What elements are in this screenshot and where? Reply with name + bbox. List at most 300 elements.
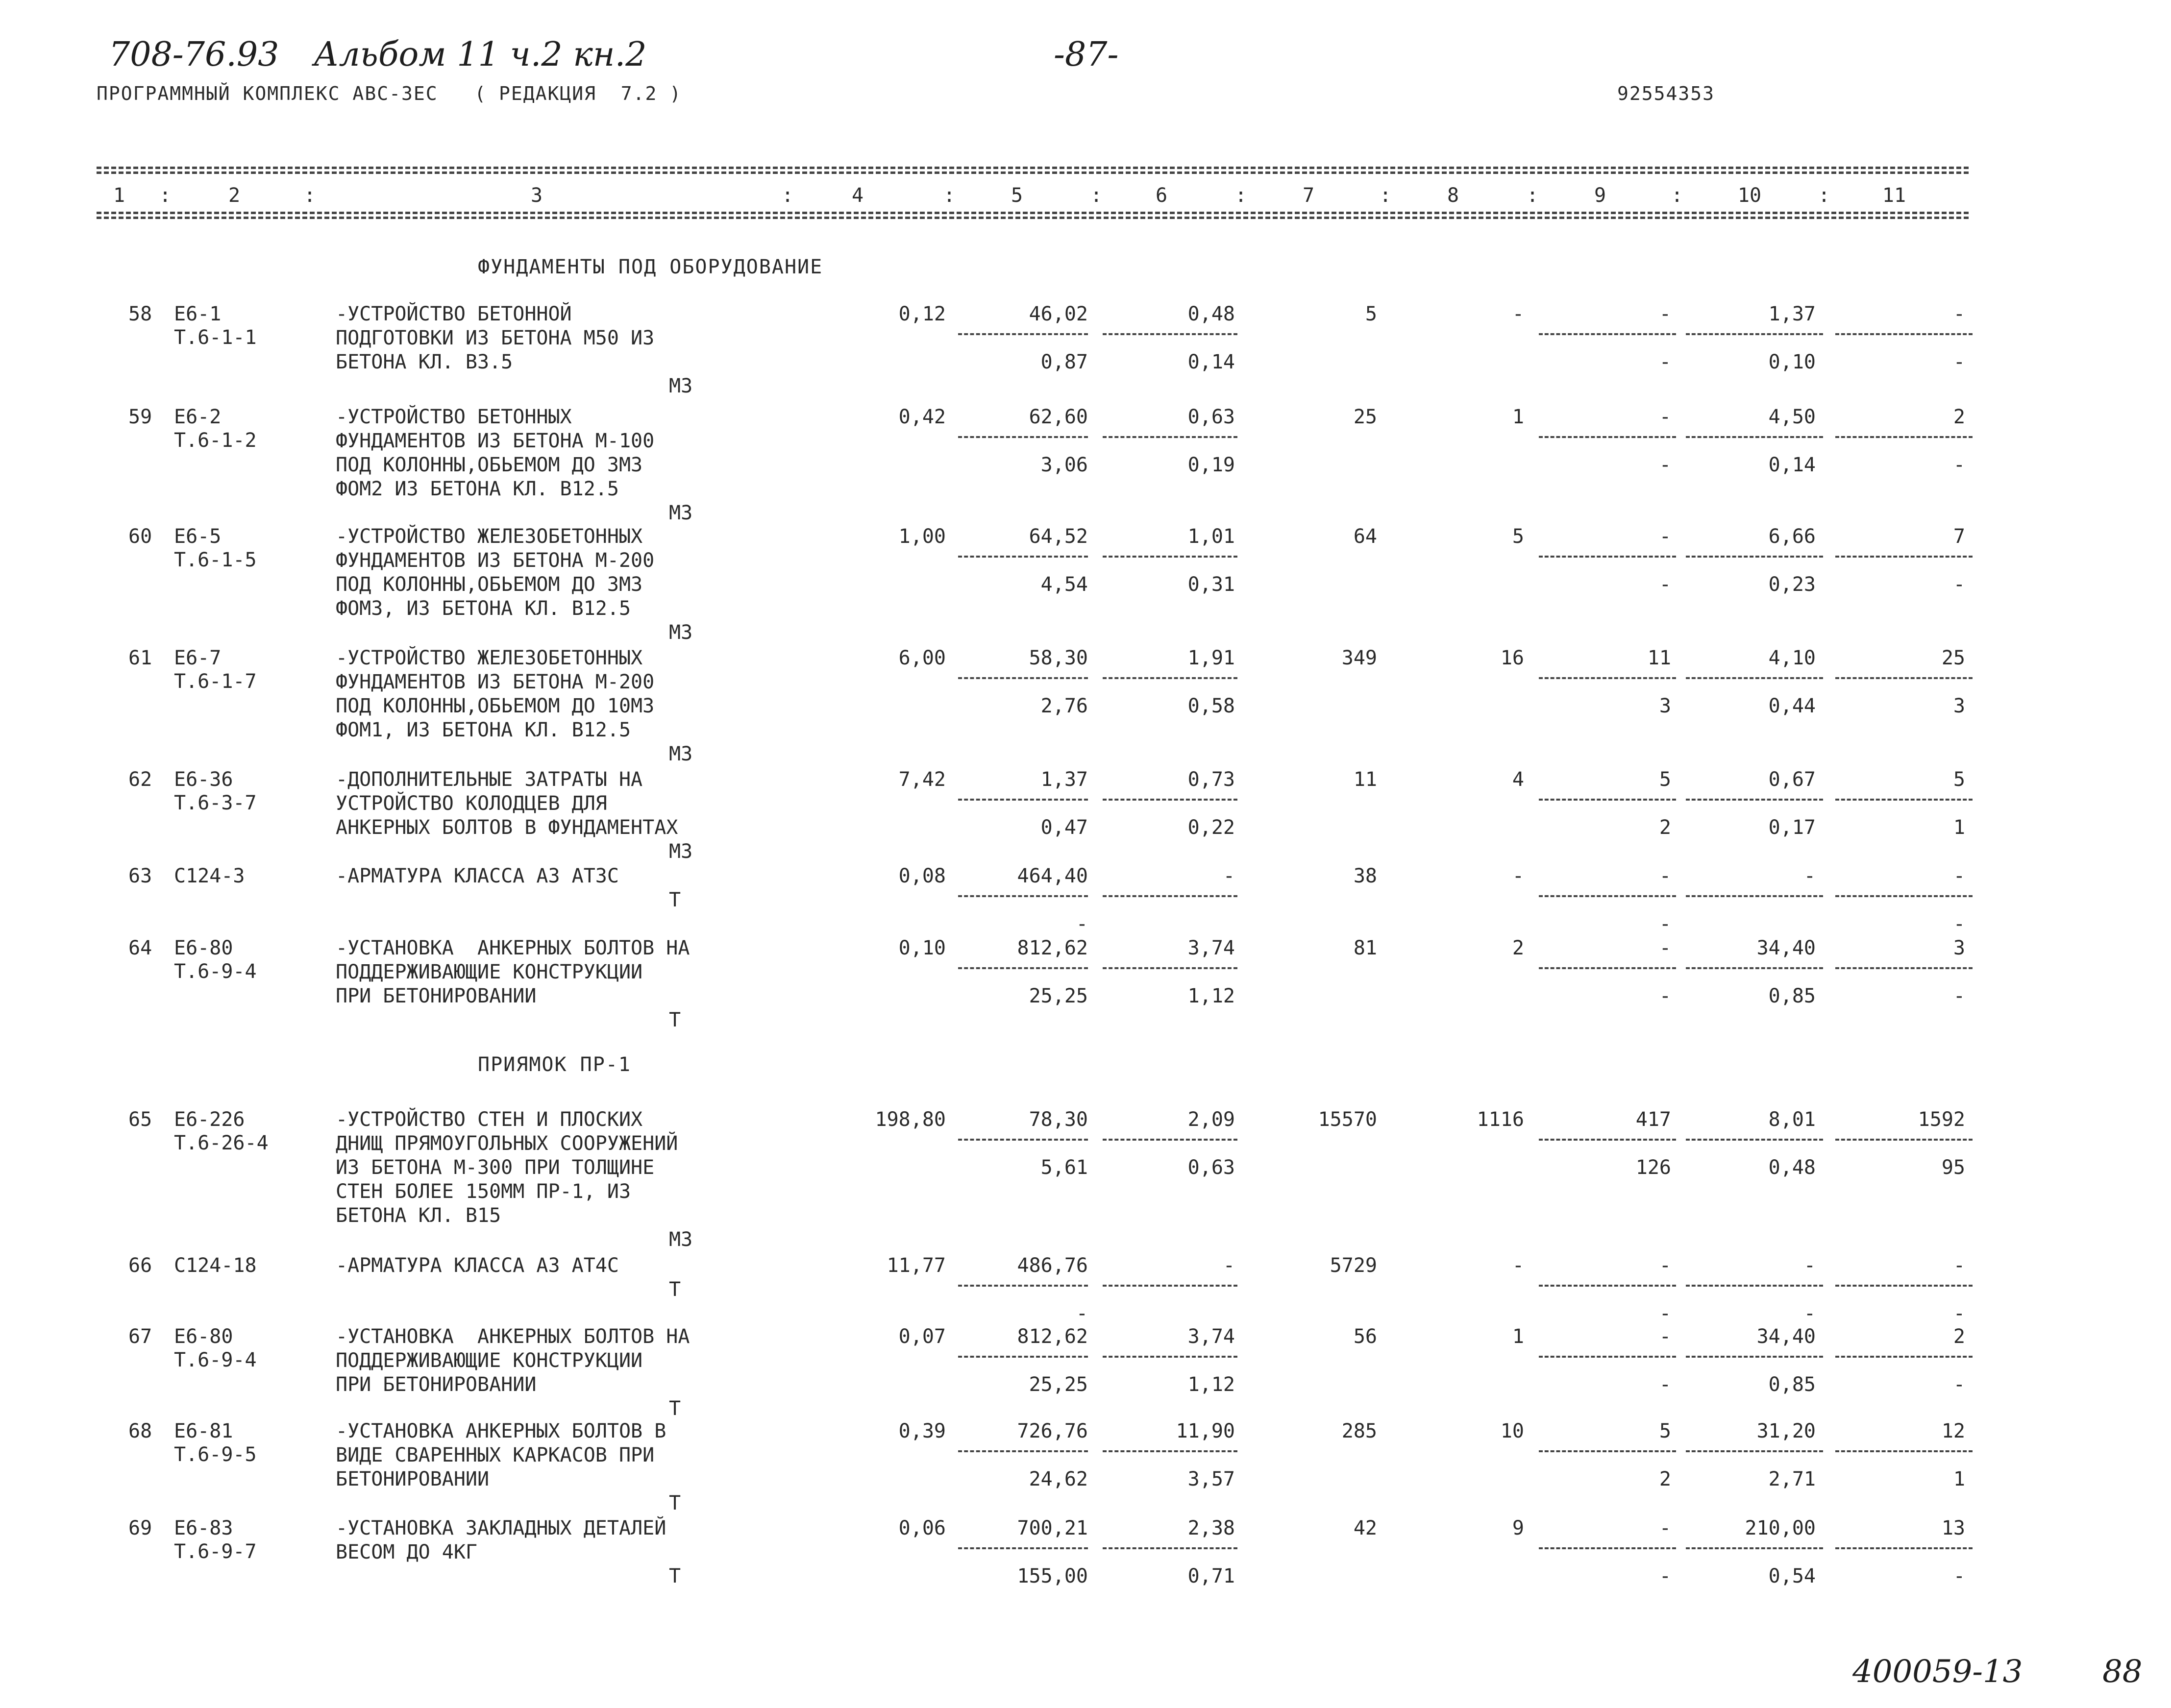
cell-c7: 56 (1353, 1325, 1377, 1348)
column-header: 6 (1155, 184, 1168, 207)
row-number: 58 (128, 303, 152, 325)
norm-code: С124-18 (174, 1254, 257, 1277)
cell-c11b: - (1953, 1302, 1965, 1325)
cell-c7: 81 (1353, 937, 1377, 959)
norm-subcode: Т.6-3-7 (174, 792, 257, 814)
description-line: -УСТРОЙСТВО СТЕН И ПЛОСКИХ (336, 1108, 643, 1131)
doc-code: 708-76.93 (109, 35, 279, 74)
cell-c4: 0,07 (898, 1325, 946, 1348)
cell-c5b: 0,47 (1040, 816, 1088, 839)
work-description (336, 406, 654, 502)
cell-c11: 2 (1953, 406, 1965, 428)
cell-c5b: 2,76 (1040, 695, 1088, 717)
work-description (336, 303, 654, 375)
column-header: 1 (113, 184, 125, 207)
cell-c5: 812,62 (1017, 937, 1088, 959)
description-line: -АРМАТУРА КЛАССА А3 АТ3С (336, 865, 619, 887)
column-header: 2 (228, 184, 241, 207)
column-header: 8 (1447, 184, 1459, 207)
cell-c10: 34,40 (1756, 937, 1816, 959)
fraction-line (1539, 677, 1676, 679)
cell-c11: 12 (1941, 1420, 1965, 1442)
cell-c6: 1,01 (1187, 525, 1235, 548)
cell-c9b: - (1659, 351, 1671, 373)
cell-c7: 38 (1353, 865, 1377, 887)
cell-c11b: 1 (1953, 816, 1965, 839)
row-number: 67 (128, 1325, 152, 1348)
cell-c5b: 155,00 (1017, 1565, 1088, 1587)
row-number: 68 (128, 1420, 152, 1442)
fraction-line (1835, 677, 1973, 679)
cell-c11: - (1953, 1254, 1965, 1277)
fraction-line (1835, 1139, 1973, 1141)
cell-c9: 417 (1635, 1108, 1671, 1131)
fraction-line (1103, 895, 1237, 897)
norm-code: Е6-83 (174, 1517, 233, 1539)
fraction-line (1835, 1285, 1973, 1287)
cell-c5b: 5,61 (1040, 1156, 1088, 1179)
cell-c6: 3,74 (1187, 937, 1235, 959)
cell-c8: 1116 (1477, 1108, 1524, 1131)
cell-c4: 0,10 (898, 937, 946, 959)
cell-c6b: 3,57 (1187, 1468, 1235, 1490)
norm-code: Е6-2 (174, 406, 222, 428)
column-header: 10 (1737, 184, 1762, 207)
fraction-line (958, 895, 1088, 897)
norm-code: Е6-7 (174, 647, 222, 669)
column-header: 11 (1882, 184, 1906, 207)
cell-c5: 62,60 (1029, 406, 1088, 428)
column-header: 5 (1011, 184, 1023, 207)
unit-label: Т (669, 1278, 681, 1301)
cell-c10: 1,37 (1768, 303, 1816, 325)
description-line: -УСТАНОВКА АНКЕРНЫХ БОЛТОВ НА (336, 1325, 690, 1348)
cell-c9: 5 (1659, 1420, 1671, 1442)
cell-c6b: 0,31 (1187, 573, 1235, 596)
cell-c6: 2,09 (1187, 1108, 1235, 1131)
cell-c10b: 0,54 (1768, 1565, 1816, 1587)
cell-c10b: 2,71 (1768, 1468, 1816, 1490)
fraction-line (1686, 556, 1823, 558)
cell-c6: 2,38 (1187, 1517, 1235, 1539)
cell-c6b: 0,19 (1187, 454, 1235, 476)
fraction-line (1539, 333, 1676, 335)
norm-subcode: Т.6-26-4 (174, 1132, 269, 1154)
cell-c6: 1,91 (1187, 647, 1235, 669)
description-line: БЕТОНА КЛ. В3.5 (336, 351, 513, 373)
cell-c10: 210,00 (1745, 1517, 1816, 1539)
cell-c9: - (1659, 406, 1671, 428)
fraction-line (958, 1285, 1088, 1287)
cell-c6b: 0,22 (1187, 816, 1235, 839)
cell-c11: 7 (1953, 525, 1965, 548)
cell-c5: 726,76 (1017, 1420, 1088, 1442)
cell-c11b: 95 (1941, 1156, 1965, 1179)
cell-c10: 0,67 (1768, 768, 1816, 791)
fraction-line (958, 1547, 1088, 1549)
fraction-line (1686, 436, 1823, 438)
fraction-line (958, 799, 1088, 801)
cell-c7: 349 (1341, 647, 1377, 669)
fraction-line (1835, 1356, 1973, 1358)
cell-c8: 1 (1512, 406, 1524, 428)
description-line: СТЕН БОЛЕЕ 150ММ ПР-1, ИЗ (336, 1180, 631, 1203)
cell-c6b: 0,14 (1187, 351, 1235, 373)
fraction-line (1539, 1450, 1676, 1452)
fraction-line (1539, 1547, 1676, 1549)
norm-subcode: Т.6-9-4 (174, 960, 257, 983)
work-description (336, 768, 678, 840)
cell-c11: 2 (1953, 1325, 1965, 1348)
fraction-line (1103, 799, 1237, 801)
cell-c10b: 0,85 (1768, 985, 1816, 1007)
unit-label: Т (669, 1397, 681, 1420)
description-line: ПОДДЕРЖИВАЮЩИЕ КОНСТРУКЦИИ (336, 1349, 643, 1372)
work-description (336, 1254, 619, 1278)
cell-c6: 0,73 (1187, 768, 1235, 791)
description-line: -УСТРОЙСТВО ЖЕЛЕЗОБЕТОННЫХ (336, 525, 643, 548)
cell-c10: 34,40 (1756, 1325, 1816, 1348)
fraction-line (1686, 333, 1823, 335)
cell-c7: 11 (1353, 768, 1377, 791)
unit-label: Т (669, 1009, 681, 1031)
fraction-line (1539, 895, 1676, 897)
description-line: ПОДГОТОВКИ ИЗ БЕТОНА М50 ИЗ (336, 327, 655, 349)
cell-c5b: - (1076, 913, 1088, 935)
cell-c9b: 2 (1659, 816, 1671, 839)
fraction-line (958, 967, 1088, 969)
table-top-rule (97, 167, 1969, 169)
description-line: ФОМ1, ИЗ БЕТОНА КЛ. В12.5 (336, 719, 631, 741)
cell-c6: 0,63 (1187, 406, 1235, 428)
description-line: -УСТАНОВКА АНКЕРНЫХ БОЛТОВ НА (336, 937, 690, 959)
work-description (336, 647, 654, 743)
cell-c9: - (1659, 303, 1671, 325)
norm-code: Е6-80 (174, 937, 233, 959)
archive-stamp: 400059-13 (1852, 1654, 2023, 1690)
fraction-line (1835, 436, 1973, 438)
cell-c7: 15570 (1318, 1108, 1377, 1131)
cell-c6b: 1,12 (1187, 1373, 1235, 1396)
cell-c9b: - (1659, 573, 1671, 596)
norm-code: Е6-80 (174, 1325, 233, 1348)
cell-c7: 64 (1353, 525, 1377, 548)
norm-subcode: Т.6-9-7 (174, 1540, 257, 1563)
description-line: БЕТОНИРОВАНИИ (336, 1468, 490, 1490)
fraction-line (1539, 556, 1676, 558)
cell-c9b: - (1659, 454, 1671, 476)
fraction-line (1103, 1285, 1237, 1287)
work-description (336, 1517, 666, 1565)
document-id: 92554353 (1617, 83, 1715, 104)
row-number: 60 (128, 525, 152, 548)
fraction-line (1103, 967, 1237, 969)
fraction-line (958, 1356, 1088, 1358)
cell-c11b: 1 (1953, 1468, 1965, 1490)
cell-c11: 3 (1953, 937, 1965, 959)
cell-c4: 0,08 (898, 865, 946, 887)
album-label: Альбом 11 ч.2 кн.2 (314, 35, 647, 74)
column-separator: : (1380, 184, 1392, 207)
fraction-line (1539, 1356, 1676, 1358)
work-description (336, 1420, 666, 1492)
column-separator: : (159, 184, 172, 207)
cell-c5b: 25,25 (1029, 985, 1088, 1007)
description-line: ВИДЕ СВАРЕННЫХ КАРКАСОВ ПРИ (336, 1444, 655, 1466)
description-line: ПОД КОЛОННЫ,ОБЬЕМОМ ДО 10М3 (336, 695, 655, 717)
fraction-line (1539, 1285, 1676, 1287)
cell-c6: 3,74 (1187, 1325, 1235, 1348)
fraction-line (958, 436, 1088, 438)
column-separator: : (1090, 184, 1103, 207)
description-line: -УСТРОЙСТВО ЖЕЛЕЗОБЕТОННЫХ (336, 647, 643, 669)
norm-code: Е6-1 (174, 303, 222, 325)
description-line: ФОМ3, ИЗ БЕТОНА КЛ. В12.5 (336, 597, 631, 620)
description-line: ВЕСОМ ДО 4КГ (336, 1541, 477, 1563)
cell-c11b: - (1953, 454, 1965, 476)
unit-label: М3 (669, 502, 693, 524)
cell-c9b: - (1659, 1373, 1671, 1396)
cell-c8: 10 (1500, 1420, 1524, 1442)
cell-c10b: 0,85 (1768, 1373, 1816, 1396)
work-description (336, 865, 619, 889)
description-line: ПРИ БЕТОНИРОВАНИИ (336, 1373, 537, 1396)
section-title: ФУНДАМЕНТЫ ПОД ОБОРУДОВАНИЕ (478, 256, 823, 278)
cell-c7: 285 (1341, 1420, 1377, 1442)
cell-c5: 78,30 (1029, 1108, 1088, 1131)
cell-c5: 486,76 (1017, 1254, 1088, 1277)
cell-c8: 5 (1512, 525, 1524, 548)
cell-c9: 5 (1659, 768, 1671, 791)
fraction-line (1835, 895, 1973, 897)
cell-c9b: 126 (1635, 1156, 1671, 1179)
fraction-line (1103, 1356, 1237, 1358)
fraction-line (1686, 799, 1823, 801)
cell-c5b: 3,06 (1040, 454, 1088, 476)
fraction-line (1686, 895, 1823, 897)
cell-c4: 0,42 (898, 406, 946, 428)
row-number: 62 (128, 768, 152, 791)
fraction-line (958, 1139, 1088, 1141)
cell-c5: 700,21 (1017, 1517, 1088, 1539)
cell-c5: 1,37 (1040, 768, 1088, 791)
fraction-line (1539, 967, 1676, 969)
fraction-line (1835, 556, 1973, 558)
row-number: 59 (128, 406, 152, 428)
cell-c5: 58,30 (1029, 647, 1088, 669)
unit-label: Т (669, 1492, 681, 1514)
fraction-line (958, 1450, 1088, 1452)
cell-c5: 64,52 (1029, 525, 1088, 548)
cell-c4: 6,00 (898, 647, 946, 669)
description-line: -УСТРОЙСТВО БЕТОННОЙ (336, 303, 572, 325)
cell-c5b: 0,87 (1040, 351, 1088, 373)
cell-c11b: - (1953, 573, 1965, 596)
row-number: 61 (128, 647, 152, 669)
column-separator: : (304, 184, 316, 207)
table-header-bottom-rule (97, 212, 1969, 214)
work-description (336, 937, 690, 1009)
sheet-number: 88 (2102, 1654, 2143, 1690)
fraction-line (1686, 1547, 1823, 1549)
norm-subcode: Т.6-1-5 (174, 549, 257, 571)
cell-c11: - (1953, 303, 1965, 325)
norm-subcode: Т.6-1-7 (174, 670, 257, 693)
fraction-line (958, 556, 1088, 558)
row-number: 66 (128, 1254, 152, 1277)
program-line: ПРОГРАММНЫЙ КОМПЛЕКС АВС-ЗЕС ( РЕДАКЦИЯ 7.2 ) (97, 83, 682, 104)
description-line: ПОД КОЛОННЫ,ОБЬЕМОМ ДО 3М3 (336, 454, 643, 476)
fraction-line (958, 677, 1088, 679)
cell-c10b: 0,23 (1768, 573, 1816, 596)
cell-c9b: - (1659, 1565, 1671, 1587)
description-line: -УСТАНОВКА АНКЕРНЫХ БОЛТОВ В (336, 1420, 666, 1442)
fraction-line (1835, 333, 1973, 335)
column-separator: : (1671, 184, 1683, 207)
norm-code: С124-3 (174, 865, 245, 887)
norm-subcode: Т.6-1-1 (174, 326, 257, 349)
fraction-line (1835, 1547, 1973, 1549)
cell-c8: - (1512, 1254, 1524, 1277)
cell-c5: 464,40 (1017, 865, 1088, 887)
cell-c11b: - (1953, 1373, 1965, 1396)
cell-c9: - (1659, 1517, 1671, 1539)
cell-c11b: 3 (1953, 695, 1965, 717)
page-number: -87- (1054, 35, 1119, 74)
fraction-line (1103, 436, 1237, 438)
cell-c10b: 0,10 (1768, 351, 1816, 373)
cell-c9b: 2 (1659, 1468, 1671, 1490)
row-number: 69 (128, 1517, 152, 1539)
fraction-line (1539, 1139, 1676, 1141)
cell-c7: 5 (1365, 303, 1377, 325)
cell-c7: 42 (1353, 1517, 1377, 1539)
norm-code: Е6-36 (174, 768, 233, 791)
cell-c9b: - (1659, 1302, 1671, 1325)
cell-c10: - (1803, 1254, 1816, 1277)
column-header: 7 (1302, 184, 1315, 207)
fraction-line (1539, 436, 1676, 438)
column-separator: : (943, 184, 956, 207)
description-line: ФУНДАМЕНТОВ ИЗ БЕТОНА М-200 (336, 671, 655, 693)
row-number: 63 (128, 865, 152, 887)
norm-code: Е6-81 (174, 1420, 233, 1442)
cell-c5b: 24,62 (1029, 1468, 1088, 1490)
fraction-line (1686, 1356, 1823, 1358)
table-header-bottom-rule-2 (97, 217, 1969, 219)
cell-c9: - (1659, 937, 1671, 959)
description-line: -УСТРОЙСТВО БЕТОННЫХ (336, 406, 572, 428)
cell-c11: - (1953, 865, 1965, 887)
cell-c9b: 3 (1659, 695, 1671, 717)
cell-c8: 1 (1512, 1325, 1524, 1348)
cell-c4: 198,80 (875, 1108, 946, 1131)
cell-c10b: - (1803, 1302, 1816, 1325)
fraction-line (1835, 1450, 1973, 1452)
norm-subcode: Т.6-1-2 (174, 429, 257, 452)
description-line: -ДОПОЛНИТЕЛЬНЫЕ ЗАТРАТЫ НА (336, 768, 643, 791)
unit-label: Т (669, 889, 681, 911)
cell-c7: 5729 (1330, 1254, 1377, 1277)
description-line: БЕТОНА КЛ. В15 (336, 1204, 501, 1227)
work-description (336, 1325, 690, 1397)
cell-c6b: 1,12 (1187, 985, 1235, 1007)
fraction-line (1686, 1450, 1823, 1452)
description-line: -УСТАНОВКА ЗАКЛАДНЫХ ДЕТАЛЕЙ (336, 1517, 666, 1539)
description-line: УСТРОЙСТВО КОЛОДЦЕВ ДЛЯ (336, 792, 607, 815)
row-number: 64 (128, 937, 152, 959)
cell-c10: 4,50 (1768, 406, 1816, 428)
unit-label: М3 (669, 1228, 693, 1251)
cell-c9: 11 (1647, 647, 1671, 669)
fraction-line (1686, 677, 1823, 679)
cell-c10b: 0,14 (1768, 454, 1816, 476)
work-description (336, 1108, 678, 1228)
cell-c10: 4,10 (1768, 647, 1816, 669)
cell-c5: 812,62 (1017, 1325, 1088, 1348)
fraction-line (1103, 1547, 1237, 1549)
fraction-line (1103, 1139, 1237, 1141)
column-separator: : (1818, 184, 1830, 207)
fraction-line (1835, 967, 1973, 969)
column-separator: : (1235, 184, 1247, 207)
cell-c10: - (1803, 865, 1816, 887)
cell-c7: 25 (1353, 406, 1377, 428)
cell-c10: 8,01 (1768, 1108, 1816, 1131)
description-line: ИЗ БЕТОНА М-300 ПРИ ТОЛЩИНЕ (336, 1156, 655, 1179)
description-line: ПОД КОЛОННЫ,ОБЬЕМОМ ДО 3М3 (336, 573, 643, 596)
cell-c6: - (1223, 1254, 1235, 1277)
cell-c11b: - (1953, 985, 1965, 1007)
cell-c9b: - (1659, 913, 1671, 935)
cell-c11b: - (1953, 1565, 1965, 1587)
description-line: ФУНДАМЕНТОВ ИЗ БЕТОНА М-100 (336, 430, 655, 452)
cell-c11: 5 (1953, 768, 1965, 791)
cell-c4: 11,77 (887, 1254, 946, 1277)
fraction-line (1686, 1285, 1823, 1287)
cell-c10b: 0,44 (1768, 695, 1816, 717)
cell-c10b: 0,48 (1768, 1156, 1816, 1179)
fraction-line (1103, 556, 1237, 558)
cell-c9: - (1659, 525, 1671, 548)
cell-c9: - (1659, 865, 1671, 887)
cell-c8: - (1512, 303, 1524, 325)
column-header: 4 (851, 184, 864, 207)
fraction-line (958, 333, 1088, 335)
cell-c11b: - (1953, 351, 1965, 373)
cell-c11: 1592 (1918, 1108, 1965, 1131)
column-separator: : (1527, 184, 1539, 207)
fraction-line (1103, 1450, 1237, 1452)
norm-subcode: Т.6-9-4 (174, 1349, 257, 1371)
cell-c6b: 0,63 (1187, 1156, 1235, 1179)
cell-c9b: - (1659, 985, 1671, 1007)
section-title: ПРИЯМОК ПР-1 (478, 1053, 631, 1076)
cell-c5b: 25,25 (1029, 1373, 1088, 1396)
description-line: ФУНДАМЕНТОВ ИЗ БЕТОНА М-200 (336, 549, 655, 572)
column-separator: : (782, 184, 794, 207)
description-line: ПРИ БЕТОНИРОВАНИИ (336, 985, 537, 1007)
cell-c6b: 0,58 (1187, 695, 1235, 717)
cell-c4: 0,06 (898, 1517, 946, 1539)
cell-c4: 0,39 (898, 1420, 946, 1442)
description-line: ФОМ2 ИЗ БЕТОНА КЛ. В12.5 (336, 478, 619, 500)
cell-c5b: - (1076, 1302, 1088, 1325)
norm-code: Е6-5 (174, 525, 222, 548)
column-header: 9 (1594, 184, 1606, 207)
description-line: АНКЕРНЫХ БОЛТОВ В ФУНДАМЕНТАХ (336, 816, 678, 839)
fraction-line (1686, 967, 1823, 969)
